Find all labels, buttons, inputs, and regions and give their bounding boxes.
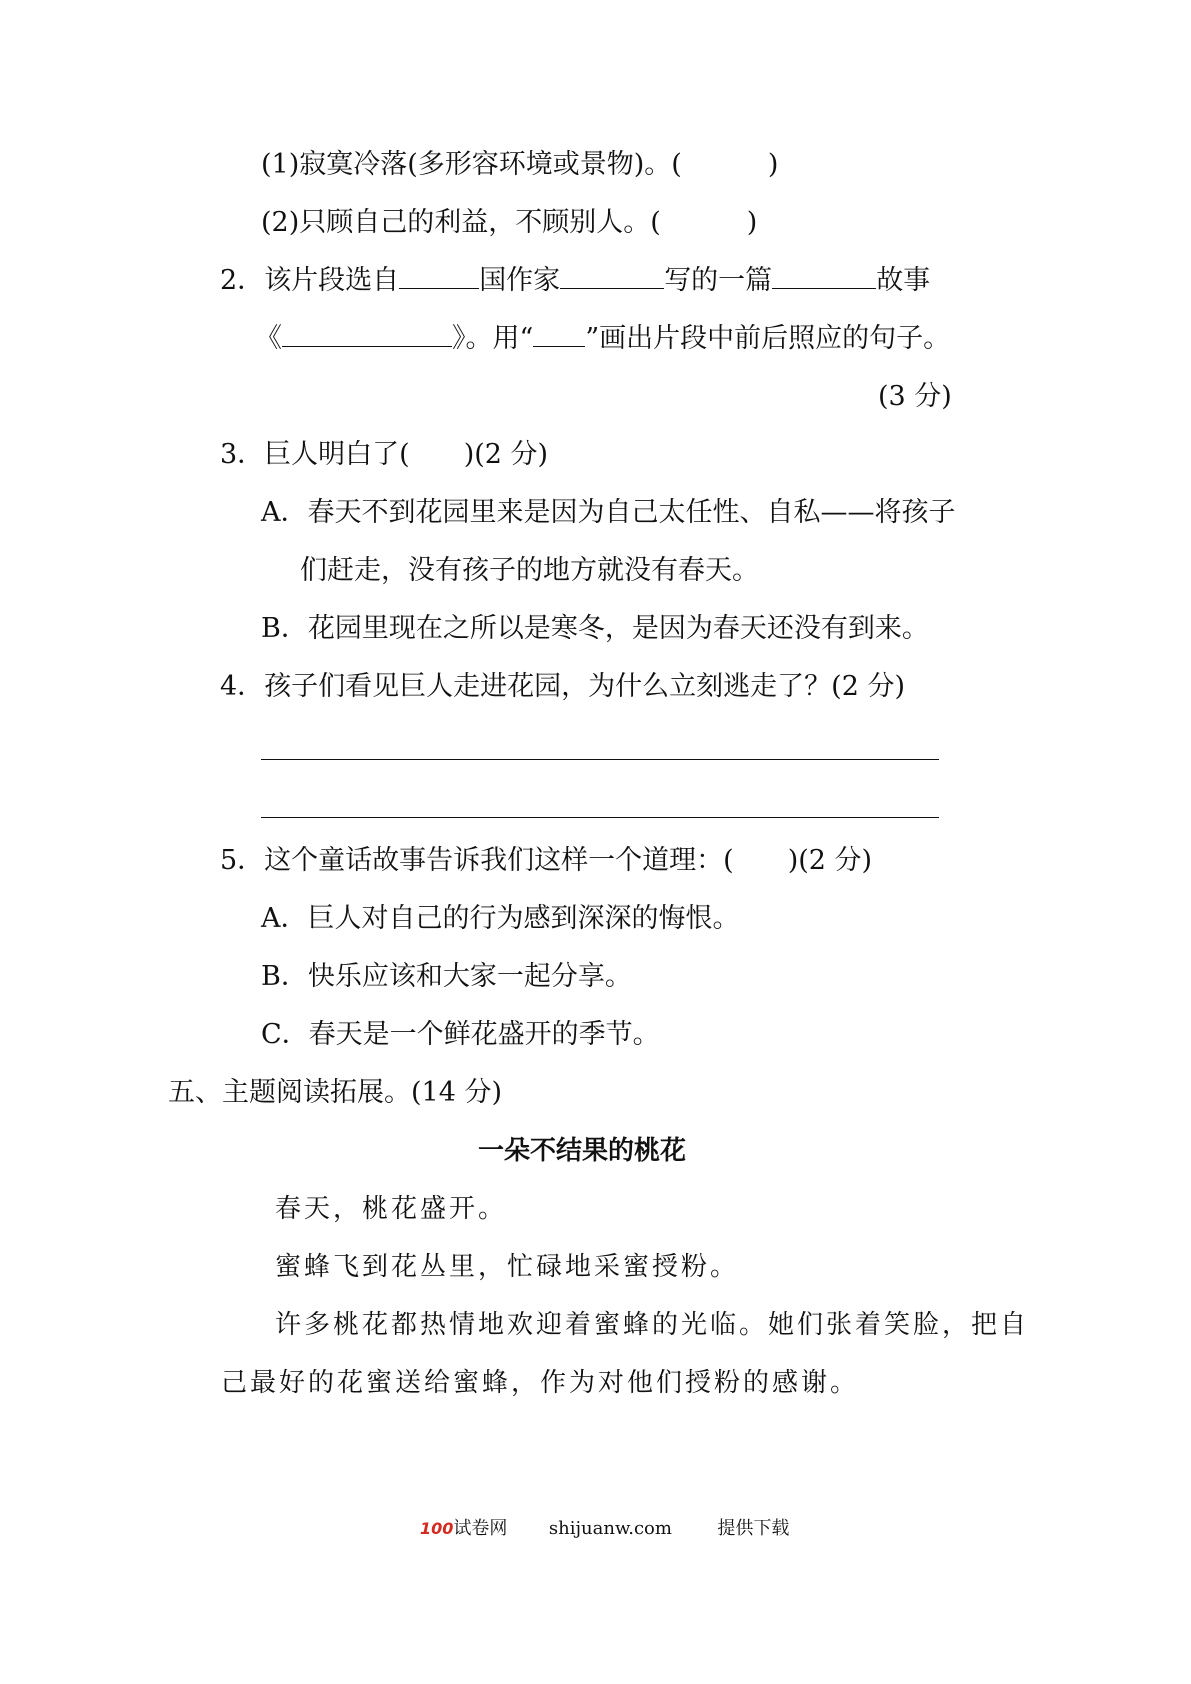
q2-underline-sample <box>533 322 585 347</box>
passage-title: 一朵不结果的桃花 <box>478 1136 687 1166</box>
download-note: 提供下载 <box>717 1518 790 1539</box>
q2-line-2 <box>255 322 950 356</box>
q2-text-6: 》。用“ <box>452 323 534 354</box>
q4-answer-line-1[interactable] <box>261 759 939 760</box>
q1-item-1 <box>261 148 778 182</box>
q1-item-2-text: (2)只顾自己的利益，不顾别人。( <box>261 207 661 238</box>
q4-question: 4．孩子们看见巨人走进花园，为什么立刻逃走了？(2 分) <box>220 671 906 702</box>
q2-text-2: 国作家 <box>479 265 561 296</box>
q1-item-2-close: ) <box>746 207 758 238</box>
passage-paragraph-1: 春天，桃花盛开。 <box>275 1194 508 1224</box>
q2-text-4: 故事 <box>876 265 931 296</box>
passage-paragraph-2: 蜜蜂飞到花丛里，忙碌地采蜜授粉。 <box>275 1252 740 1282</box>
site-domain[interactable]: shijuanw.com <box>548 1518 672 1539</box>
footer <box>420 1516 789 1542</box>
passage-paragraph-3-line-2: 己最好的花蜜送给蜜蜂，作为对他们授粉的感谢。 <box>221 1368 860 1398</box>
q2-blank-title[interactable] <box>282 322 452 347</box>
q2-blank-country[interactable] <box>399 264 479 289</box>
q3-option-a-line-1[interactable]: A．春天不到花园里来是因为自己太任性、自私——将孩子 <box>261 497 956 528</box>
q2-line-1 <box>220 264 930 298</box>
q5-question: 5．这个童话故事告诉我们这样一个道理：( )(2 分) <box>220 845 873 876</box>
site-logo: 100 <box>420 1519 454 1538</box>
q2-number: 2． <box>220 265 265 296</box>
q2-score: (3 分) <box>878 381 952 412</box>
q5-option-a[interactable]: A．巨人对自己的行为感到深深的悔恨。 <box>261 903 740 934</box>
q1-item-1-close: ) <box>767 149 779 180</box>
q2-blank-genre[interactable] <box>772 264 876 289</box>
q5-option-c[interactable]: C．春天是一个鲜花盛开的季节。 <box>261 1019 660 1050</box>
q5-option-b[interactable]: B．快乐应该和大家一起分享。 <box>261 961 632 992</box>
section-5-heading: 五、主题阅读拓展。(14 分) <box>168 1077 503 1108</box>
site-name: 试卷网 <box>453 1518 508 1539</box>
q3-question: 3．巨人明白了( )(2 分) <box>220 439 549 470</box>
q2-text-1: 该片段选自 <box>264 265 400 296</box>
q3-option-b[interactable]: B．花园里现在之所以是寒冬，是因为春天还没有到来。 <box>261 613 929 644</box>
q2-text-5: 《 <box>255 323 282 354</box>
q2-blank-author[interactable] <box>560 264 664 289</box>
q4-answer-line-2[interactable] <box>261 817 939 818</box>
q3-option-a-line-2: 们赶走，没有孩子的地方就没有春天。 <box>300 555 759 586</box>
q1-item-1-text: (1)寂寞冷落(多形容环境或景物)。( <box>261 149 682 180</box>
passage-paragraph-3-line-1: 许多桃花都热情地欢迎着蜜蜂的光临。她们张着笑脸，把自 <box>275 1310 1030 1340</box>
q2-text-7: ”画出片段中前后照应的句子。 <box>585 323 951 354</box>
q1-item-2 <box>261 206 757 240</box>
q2-text-3: 写的一篇 <box>664 265 773 296</box>
